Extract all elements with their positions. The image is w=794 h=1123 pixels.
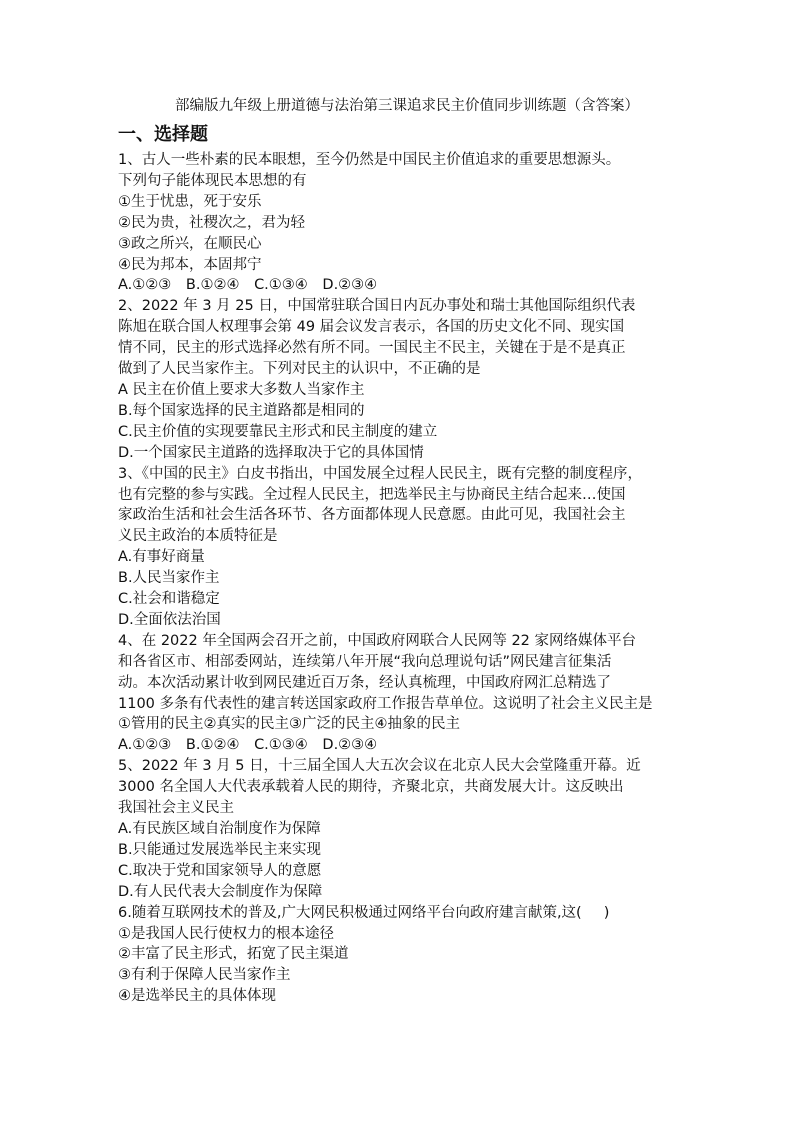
question-stem-line: 1100 多条有代表性的建言转送国家政府工作报告草单位。这说明了社会主义民主是 <box>118 695 653 712</box>
question-stem-line: 我国社会主义民主 <box>118 800 234 817</box>
question-3 <box>118 464 678 631</box>
question-stem-line: 做到了人民当家作主。下列对民主的认识中，不正确的是 <box>118 361 481 378</box>
answer-option-c: C.取决于党和国家领导人的意愿 <box>118 862 322 879</box>
answer-option-b: B.每个国家选择的民主道路都是相同的 <box>118 402 365 419</box>
question-stem-line <box>118 903 678 924</box>
question-stem-line: 家政治生活和社会生活各环节、各方面都体现人民意愿。由此可见，我国社会主 <box>118 507 626 524</box>
answer-option-a: A 民主在价值上要求大多数人当家作主 <box>118 381 365 398</box>
question-5 <box>118 756 678 902</box>
answer-option-d: D.②③④ <box>322 737 378 754</box>
answer-option-b: B.①②④ <box>185 277 240 294</box>
question-stem-line: 下列句子能体现民本思想的有 <box>118 172 307 189</box>
question-4 <box>118 631 678 756</box>
answer-option-c: C.民主价值的实现要靠民主形式和民主制度的建立 <box>118 423 438 440</box>
answer-option-a: A.有事好商量 <box>118 549 205 566</box>
statement-item: ③政之所兴，在顺民心 <box>118 235 262 252</box>
document-title: 部编版九年级上册道德与法治第三课追求民主价值同步训练题（含答案） <box>175 98 639 114</box>
question-stem-line: 情不同，民主的形式选择必然有所不同。一国民主不民主，关键在于是不是真正 <box>118 340 626 357</box>
answer-option-d: D.全面依法治国 <box>118 611 221 628</box>
question-stem-line: 义民主政治的本质特征是 <box>118 528 278 545</box>
answer-option-c: C.①③④ <box>254 277 308 294</box>
statement-item: ①管用的民主②真实的民主③广泛的民主④抽象的民主 <box>118 716 460 733</box>
section-title: 一、选择题 <box>118 124 208 145</box>
statement-item: ④是选举民主的具体体现 <box>118 988 276 1005</box>
answer-option-a: A.有民族区域自治制度作为保障 <box>118 821 321 837</box>
question-2 <box>118 296 678 463</box>
answer-option-d: D.②③④ <box>322 277 378 294</box>
statement-item: ①生于忧患，死于安乐 <box>118 193 262 210</box>
answer-option-a: A.①②③ <box>118 737 172 754</box>
answer-option-a: A.①②③ <box>118 277 172 294</box>
statement-item: ④民为邦本，本固邦宁 <box>118 256 262 273</box>
question-stem-line: 陈旭在联合国人权理事会第 49 届会议发言表示，各国的历史文化不同、现实国 <box>118 319 625 336</box>
question-stem-line: 4、在 2022 年全国两会召开之前，中国政府网联合人民网等 22 家网络媒体平台 <box>118 632 637 649</box>
statement-item: ②丰富了民主形式，拓宽了民主渠道 <box>118 946 349 963</box>
statement-item: ①是我国人民行使权力的根本途径 <box>118 925 334 942</box>
answer-option-d: D.一个国家民主道路的选择取决于它的具体国情 <box>118 444 424 461</box>
question-stem-paren: ) <box>603 904 610 921</box>
answer-option-d: D.有人民代表大会制度作为保障 <box>118 883 323 900</box>
question-stem-text: 6.随着互联网技术的普及,广大网民积极通过网络平台向政府建言献策,这( <box>118 904 582 921</box>
statement-item: ②民为贵，社稷次之，君为轻 <box>118 214 305 231</box>
answer-options <box>118 275 678 296</box>
question-stem-line: 动。本次活动累计收到网民建近百万条，经认真梳理，中国政府网汇总精选了 <box>118 674 611 691</box>
answer-option-b: B.只能通过发展选举民主来实现 <box>118 841 322 858</box>
question-stem-line: 5、2022 年 3 月 5 日，十三届全国人大五次会议在北京人民大会堂隆重开幕。近 <box>118 758 641 775</box>
answer-option-b: B.人民当家作主 <box>118 570 220 587</box>
question-stem-line: 1、古人一些朴素的民本眼想，至今仍然是中国民主价值追求的重要思想源头。 <box>118 152 621 168</box>
statement-item: ③有利于保障人民当家作主 <box>118 967 291 984</box>
question-stem-line: 2、2022 年 3 月 25 日，中国常驻联合国日内瓦办事处和瑞士其他国际组织代表 <box>118 298 636 315</box>
question-stem-line: 和各省区市、相部委网站，连续第八年开展“我向总理说句话”网民建言征集活 <box>118 653 612 670</box>
question-stem-line: 3000 名全国人大代表承载着人民的期待，齐聚北京，共商发展大计。这反映出 <box>118 779 624 796</box>
answer-option-c: C.①③④ <box>254 737 308 754</box>
document-page <box>118 96 678 1007</box>
question-stem-line: 也有完整的参与实践。全过程人民民主，把选举民主与协商民主结合起来…使国 <box>118 486 626 503</box>
question-stem-line: 3、《中国的民主》白皮书指出，中国发展全过程人民民主，既有完整的制度程序， <box>118 465 642 482</box>
question-6 <box>118 903 678 1008</box>
answer-option-c: C.社会和谐稳定 <box>118 591 220 608</box>
answer-options <box>118 735 678 756</box>
question-1 <box>118 150 678 296</box>
answer-option-b: B.①②④ <box>185 737 240 754</box>
